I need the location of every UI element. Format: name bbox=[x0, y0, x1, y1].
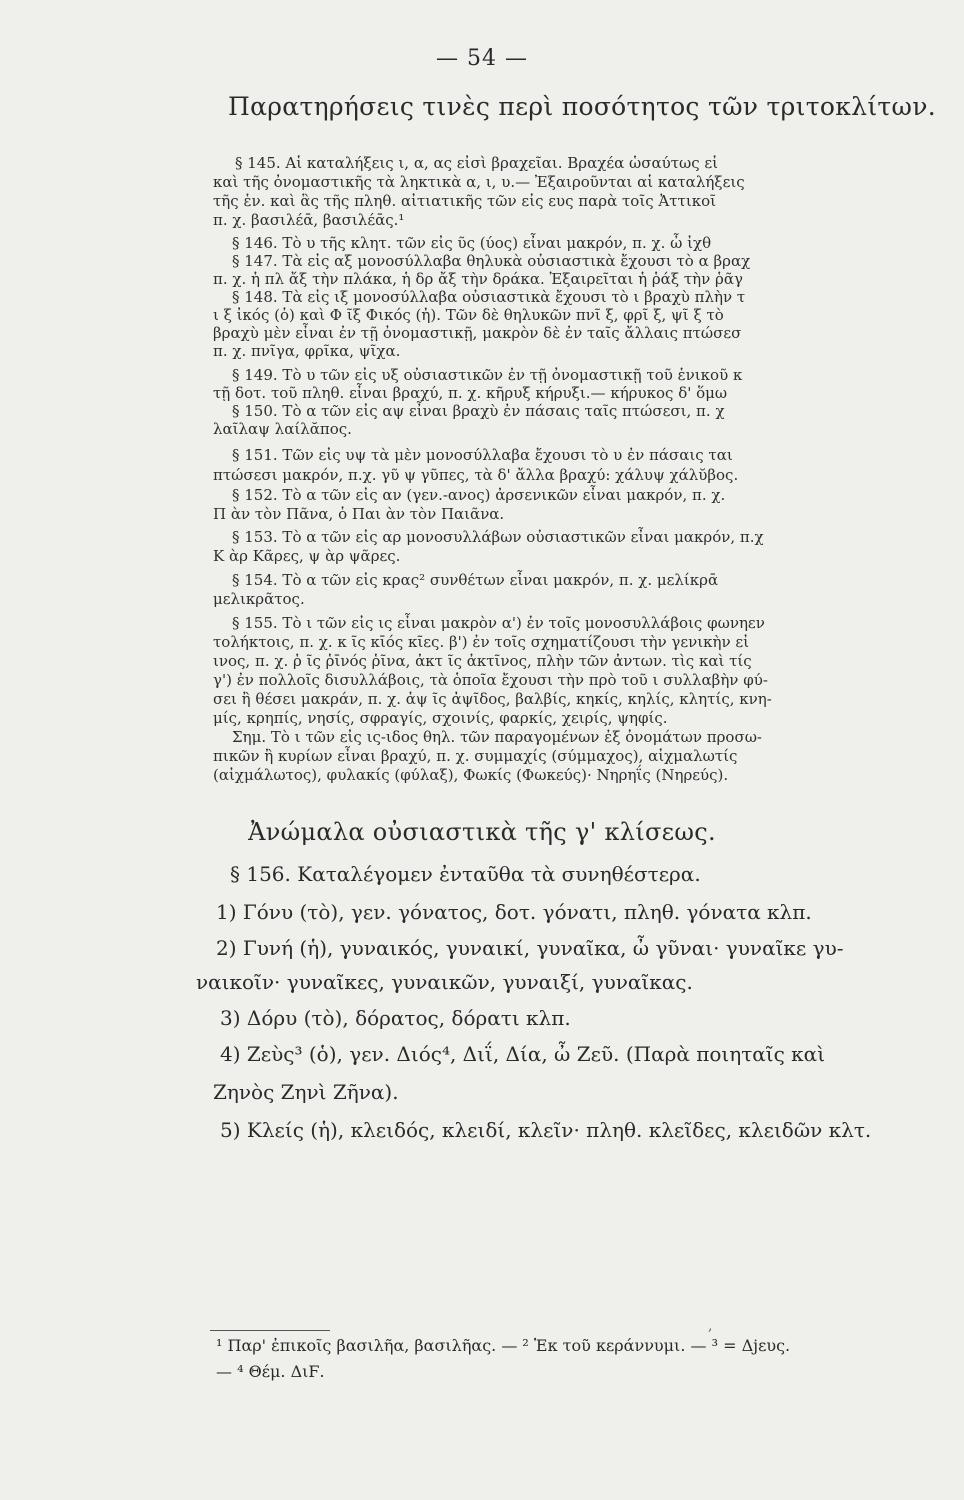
text-line: (αἰχμάλωτος), φυλακίς (φύλαξ), Φωκίς (Φωκεύς)· Νηρηΐς (Νηρεύς). bbox=[213, 766, 729, 784]
text-line: μίς, κρηπίς, νησίς, σφραγίς, σχοινίς, φαρκίς, χειρίς, ψηφίς. bbox=[213, 709, 668, 727]
text-line: π. χ. ἡ πλ ἄξ τὴν πλάκα, ἡ δρ ἄξ τὴν δράκα. Ἐξαιρεῖται ἡ ῥάξ τὴν ῥᾶγ bbox=[213, 270, 743, 288]
text-line: § 155. Τὸ ι τῶν εἰς ις εἶναι μακρὸν α') ἐν τοῖς μονοσυλλάβοις φωνηεν bbox=[232, 614, 765, 632]
text-line: καὶ τῆς ὀνομαστικῆς τὰ ληκτικὰ α, ι, υ.— Ἐξαιροῦνται αἱ καταλήξεις bbox=[213, 173, 745, 191]
stray-mark: , bbox=[708, 1318, 713, 1334]
text-line: γ') ἐν πολλοῖς δισυλλάβοις, τὰ ὁποῖα ἔχουσι τὴν πρὸ τοῦ ι συλλαβὴν φύ- bbox=[213, 671, 768, 689]
text-line: 4) Ζεὺς³ (ὁ), γεν. Διός⁴, Διΐ, Δία, ὦ Ζεῦ. (Παρὰ ποιηταῖς καὶ bbox=[220, 1042, 826, 1066]
section-title: Ἀνώμαλα οὐσιαστικὰ τῆς γ' κλίσεως. bbox=[248, 818, 716, 846]
text-line: πτώσεσι μακρόν, π.χ. γῦ ψ γῦπες, τὰ δ' ἄλλα βραχύ: χάλυψ χάλῠβος. bbox=[213, 466, 739, 484]
text-line: βραχὺ μὲν εἶναι ἐν τῇ ὀνομαστικῇ, μακρὸν δὲ ἐν ταῖς ἄλλαις πτώσεσ bbox=[213, 324, 742, 342]
text-line: πικῶν ἢ κυρίων εἶναι βραχύ, π. χ. συμμαχίς (σύμμαχος), αἰχμαλωτίς bbox=[213, 747, 738, 765]
text-line: 5) Κλείς (ἡ), κλειδός, κλειδί, κλεῖν· πληθ. κλεῖδες, κλειδῶν κλτ. bbox=[220, 1118, 872, 1142]
text-line: Κ ὰρ Κᾶρες, ψ ὰρ ψᾶρες. bbox=[213, 547, 401, 565]
text-line: μελικρᾶτος. bbox=[213, 590, 305, 608]
text-line: ι ξ ἰκός (ὁ) καὶ Φ ῖξ Φικός (ἡ). Τῶν δὲ θηλυκῶν πνῖ ξ, φρῖ ξ, ψῖ ξ τὸ bbox=[213, 306, 724, 324]
text-line: § 148. Τὰ εἰς ιξ μονοσύλλαβα οὐσιαστικὰ ἔχουσι τὸ ι βραχὺ πλὴν τ bbox=[232, 288, 746, 306]
text-line: § 151. Τῶν εἰς υψ τὰ μὲν μονοσύλλαβα ἔχουσι τὸ υ ἐν πάσαις ται bbox=[232, 446, 733, 464]
text-line: Π ὰν τὸν Πᾶνα, ὁ Παι ὰν τὸν Παιᾶνα. bbox=[213, 505, 505, 523]
text-line: Σημ. Τὸ ι τῶν εἰς ις-ιδος θηλ. τῶν παραγομένων ἐξ ὀνομάτων προσω- bbox=[232, 728, 762, 746]
text-line: τῆς ἑν. καὶ ἃς τῆς πληθ. αἰτιατικῆς τῶν εἰς ευς παρὰ τοῖς Ἀττικοῖ bbox=[213, 192, 716, 210]
text-line: § 147. Τὰ εἰς αξ μονοσύλλαβα θηλυκὰ οὐσιαστικὰ ἔχουσι τὸ α βραχ bbox=[232, 252, 751, 270]
text-line: § 145. Αἱ καταλήξεις ι, α, ας εἰσὶ βραχεῖαι. Βραχέα ὡσαύτως εἰ bbox=[235, 154, 719, 172]
text-line: § 150. Τὸ α τῶν εἰς αψ εἶναι βραχὺ ἐν πάσαις ταῖς πτώσεσι, π. χ bbox=[232, 402, 725, 420]
text-line: § 154. Τὸ α τῶν εἰς κρας² συνθέτων εἶναι μακρόν, π. χ. μελίκρᾱ bbox=[232, 571, 719, 589]
text-line: λαῖλαψ λαίλᾰπος. bbox=[213, 420, 352, 438]
text-line: 2) Γυνή (ἡ), γυναικός, γυναικί, γυναῖκα, ὦ γῦναι· γυναῖκε γυ- bbox=[216, 936, 844, 960]
text-line: § 152. Τὸ α τῶν εἰς αν (γεν.-ανος) ἀρσενικῶν εἶναι μακρόν, π. χ. bbox=[232, 486, 726, 504]
footnote-rule bbox=[210, 1330, 330, 1331]
text-line: π. χ. πνῖγα, φρῖκα, ψῖχα. bbox=[213, 342, 401, 360]
text-line: ινος, π. χ. ῥ ῖς ῥῑνός ῥῖνα, ἀκτ ῖς ἀκτῖνος, πλὴν τῶν ἀντων. τὶς καὶ τίς bbox=[213, 652, 752, 670]
text-line: τῇ δοτ. τοῦ πληθ. εἶναι βραχύ, π. χ. κῆρυξ κήρυξι.— κήρυκος δ' ὅμω bbox=[213, 384, 728, 402]
text-line: π. χ. βασιλέᾱ, βασιλέᾱς.¹ bbox=[213, 211, 405, 229]
text-line: § 146. Τὸ υ τῆς κλητ. τῶν εἰς ῦς (ύος) εἶναι μακρόν, π. χ. ὦ ἰχθ bbox=[232, 234, 712, 252]
page-number: — 54 — bbox=[436, 46, 528, 71]
text-line: σει ἢ θέσει μακράν, π. χ. ἀψ ῖς ἀψῖδος, βαλβίς, κηκίς, κηλίς, κλητίς, κνη- bbox=[213, 690, 772, 708]
text-line: 1) Γόνυ (τὸ), γεν. γόνατος, δοτ. γόνατι, πληθ. γόνατα κλπ. bbox=[216, 900, 812, 924]
page-title: Παρατηρήσεις τινὲς περὶ ποσότητος τῶν τριτοκλίτων. bbox=[228, 92, 936, 121]
text-line: 3) Δόρυ (τὸ), δόρατος, δόρατι κλπ. bbox=[220, 1006, 571, 1030]
text-line: § 149. Τὸ υ τῶν εἰς υξ οὐσιαστικῶν ἐν τῇ ὀνομαστικῇ τοῦ ἑνικοῦ κ bbox=[232, 366, 743, 384]
text-line: § 153. Τὸ α τῶν εἰς αρ μονοσυλλάβων οὐσιαστικῶν εἶναι μακρόν, π.χ bbox=[232, 528, 764, 546]
footnote-line: ¹ Παρ' ἐπικοῖς βασιλῆα, βασιλῆας. — ² Ἐκ τοῦ κεράννυμι. — ³ = Δjευς. bbox=[216, 1336, 791, 1355]
text-line: ναικοῖν· γυναῖκες, γυναικῶν, γυναιξί, γυναῖκας. bbox=[196, 970, 693, 994]
text-line: § 156. Καταλέγομεν ἐνταῦθα τὰ συνηθέστερα. bbox=[230, 862, 701, 886]
footnote-line: — ⁴ Θέμ. ΔιϜ. bbox=[216, 1362, 325, 1381]
text-line: Ζηνὸς Ζηνὶ Ζῆνα). bbox=[213, 1080, 399, 1104]
text-line: τολήκτοις, π. χ. κ ῖς κῑός κῖες. β') ἐν τοῖς σχηματίζουσι τὴν γενικὴν εἰ bbox=[213, 633, 750, 651]
